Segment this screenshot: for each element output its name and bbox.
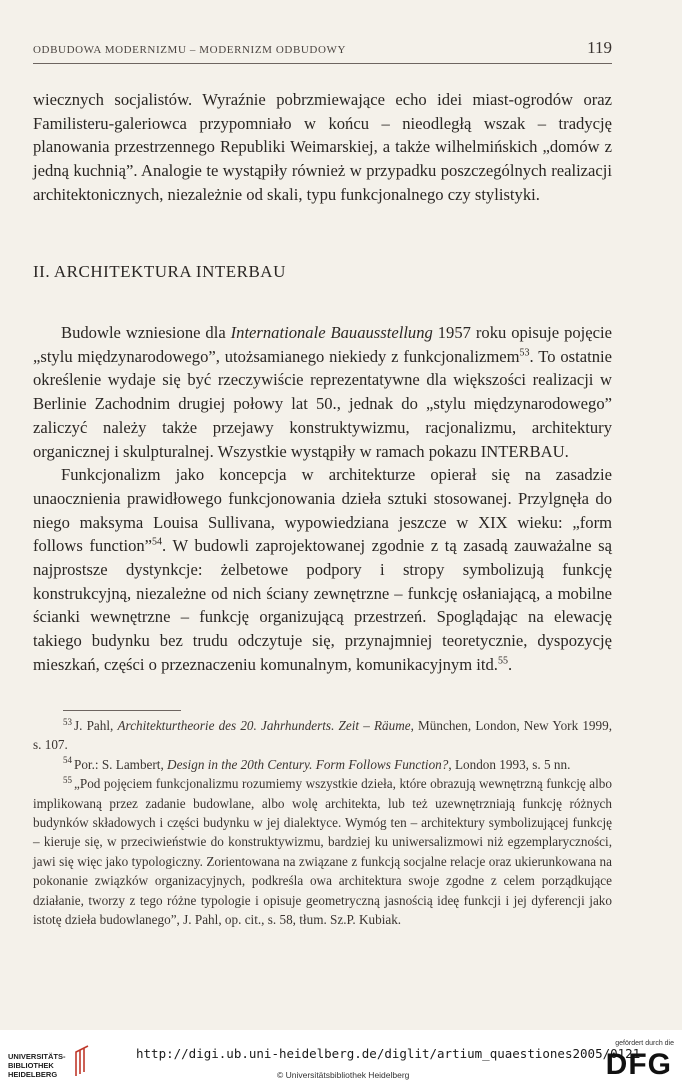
footnotes [33,716,612,929]
footnote-53 [33,716,612,755]
dfg-caption: gefördert durch die [615,1040,674,1047]
running-head: ODBUDOWA MODERNIZMU – MODERNIZM ODBUDOWY [33,44,347,56]
page-number: 119 [587,38,612,57]
footnote-text: Por.: S. Lambert, [74,756,168,772]
paragraph-2 [33,321,612,463]
intro-paragraph [33,88,612,207]
exhibition-title: Internationale Bauausstellung [230,323,433,342]
footnote-number: 55 [63,774,72,785]
copyright-notice: © Universitätsbibliothek Heidelberg [277,1070,410,1080]
footnote-book-title: Design in the 20th Century. Form Follows Function? [167,756,449,772]
library-logo-line: BIBLIOTHEK [8,1061,54,1070]
paragraph-3-text: . W budowli zaprojektowanej zgodnie z tą zasadą zauważalne są najprostsze dystynkcje: żelbetowe podpory i stropy symbolizują funkcję konstrukcyjną, niezależne od nich ściany zewnętrzne – funkcję osłaniającą, a mobilne ścianki wewnętrzne – funkcję organizującą przestrzeń. Spoglądając na elewację takiego budynku bez trudu odczytuje się, przynajmniej teoretycznie, dyspozycję mieszkań, części o przeznaczeniu komunalnym, komunikacyjnym itd. [33,536,612,674]
footnote-number: 54 [63,755,72,766]
library-logo[interactable] [8,1052,66,1079]
section-heading: II. ARCHITEKTURA INTERBAU [33,262,286,281]
dfg-logo[interactable]: DFG [605,1048,672,1081]
library-logo-line: UNIVERSITÄTS- [8,1052,66,1061]
document-url-link[interactable]: http://digi.ub.uni-heidelberg.de/diglit/artium_quaestiones2005/0121 [136,1046,641,1061]
library-logo-line: HEIDELBERG [8,1070,58,1079]
footnote-text: „Pod pojęciem funkcjonalizmu rozumiemy wszystkie dzieła, które obrazują wewnętrzną funkcję albo implikowaną przez zadanie budowlane, albo wolę architekta, lub też uzewnętrzniają funkcję różnych budynków składowych i części budynku w jej dialektyce. Wymóg ten – architektury symbolizującej funkcję – kieruje się, w przeciwieństwie do konstruktywizmu, bardziej ku uniwersalizmowi niż egzemplaryczności, jawi się więc jako typologiczny. Zorientowana na związane z funkcją socjalne relacje oraz ukierunkowana na pokonanie związków organizacyjnych, podkreśla owa architektura swoje zgodne z celem porządkujące działanie, tworzy z tego różne typologie i opisuje geometryczną jasnością ideę funkcji i jej dyferencji jako istotę dzieła budowlanego”, J. Pahl, op. cit., s. 58, tłum. Sz.P. Kubiak. [33,776,612,928]
footnote-ref-54[interactable]: 54 [152,536,163,548]
footnote-text: J. Pahl, [74,718,118,733]
footnote-rule [63,710,181,711]
paragraph-2-text: Budowle wzniesione dla [61,323,231,342]
intro-paragraph-text: wiecznych socjalistów. Wyraźnie pobrzmiewające echo idei miast-ogrodów oraz Familisteru-galeriowca przypomniało w końcu – nieodległą wszak – tradycję planowania przestrzennego Republiki Weimarskiej, a także wilhelmińskich „domów z jedną kuchnią”. Analogie te wystąpiły również w przypadku poszczególnych realizacji architektonicznych, niezależnie od skali, typu funkcjonalnego czy stylistyki. [33,90,612,204]
paragraph-3-text: Funkcjonalizm jako koncepcja w architekturze opierał się na zasadzie unaocznienia prawidłowego funkcjonowania dzieła sztuki stosowanej. Przylgnęła do niego maksyma Louisa Sullivana, wypowiedziana jeszcze w XIX wieku: „form follows function” [33,465,612,556]
footnote-ref-53[interactable]: 53 [519,347,530,359]
footnote-number: 53 [63,716,72,727]
footnote-text: , London 1993, s. 5 nn. [448,756,571,772]
paragraph-3-text: . [507,654,513,674]
section-body [33,321,612,677]
footnote-book-title: Architekturtheorie des 20. Jahrhunderts. Zeit – Räume [117,718,411,733]
paragraph-2-text: . To ostatnie określenie wydaje się być rzeczywiście reprezentatywne dla większości realizacji w Berlinie Zachodnim drugiej połowy lat 50., jednak do „stylu międzynarodowego” zaliczyć należy także przejawy konstruktywizmu, racjonalizmu, architektury organicznej i skulpturalnej. Wszystkie wystąpiły w ramach pokazu INTERBAU. [33,346,612,461]
library-emblem-icon [68,1044,94,1078]
paragraph-3 [33,463,612,676]
footnote-54 [33,755,612,774]
header-rule [33,63,612,64]
paragraph-2-text: 1957 roku opisuje pojęcie „stylu międzynarodowego”, utożsamianego niekiedy z funkcjonalizmem [33,323,612,366]
footnote-55 [33,774,612,929]
footnote-text: , München, London, New York 1999, s. 107. [33,718,612,753]
digitization-footer [0,1030,682,1088]
footnote-ref-55[interactable]: 55 [497,655,508,667]
